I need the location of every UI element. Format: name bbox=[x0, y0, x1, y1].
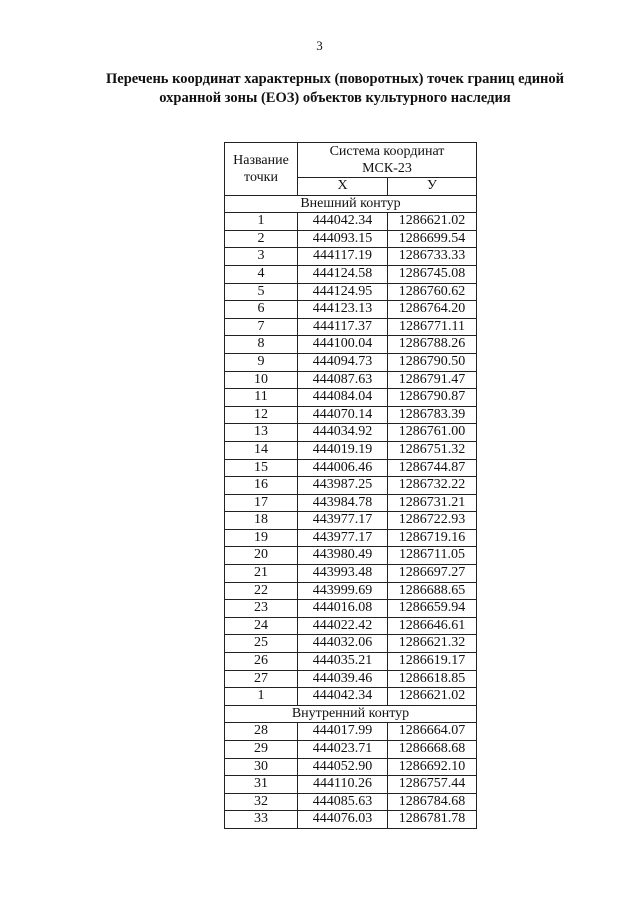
x-coordinate-cell: 444124.58 bbox=[298, 265, 388, 283]
x-coordinate-cell: 443987.25 bbox=[298, 477, 388, 495]
y-coordinate-cell: 1286688.65 bbox=[388, 582, 477, 600]
y-coordinate-cell: 1286619.17 bbox=[388, 653, 477, 671]
table-row bbox=[225, 565, 477, 583]
page-number: 3 bbox=[316, 38, 323, 53]
y-coordinate-cell: 1286783.39 bbox=[388, 406, 477, 424]
point-number-cell: 2 bbox=[225, 230, 298, 248]
header-system-line-1: Система координат bbox=[329, 144, 445, 159]
table-row bbox=[225, 688, 477, 706]
point-number-cell: 1 bbox=[225, 688, 298, 706]
y-coordinate-cell: 1286621.32 bbox=[388, 635, 477, 653]
x-coordinate-cell: 444100.04 bbox=[298, 336, 388, 354]
section-row bbox=[225, 195, 477, 213]
y-coordinate-cell: 1286761.00 bbox=[388, 424, 477, 442]
table-row bbox=[225, 582, 477, 600]
table-row bbox=[225, 389, 477, 407]
point-number-cell: 15 bbox=[225, 459, 298, 477]
x-coordinate-cell: 444093.15 bbox=[298, 230, 388, 248]
x-coordinate-cell: 444052.90 bbox=[298, 758, 388, 776]
header-name-line-2: точки bbox=[244, 169, 278, 185]
table-row bbox=[225, 283, 477, 301]
point-number-cell: 9 bbox=[225, 353, 298, 371]
point-number-cell: 28 bbox=[225, 723, 298, 741]
y-coordinate-cell: 1286722.93 bbox=[388, 512, 477, 530]
y-coordinate-cell: 1286745.08 bbox=[388, 265, 477, 283]
y-coordinate-cell: 1286790.50 bbox=[388, 353, 477, 371]
x-coordinate-cell: 444042.34 bbox=[298, 213, 388, 231]
table-row bbox=[225, 230, 477, 248]
point-number-cell: 4 bbox=[225, 265, 298, 283]
point-number-cell: 10 bbox=[225, 371, 298, 389]
point-number-cell: 1 bbox=[225, 213, 298, 231]
y-coordinate-cell: 1286784.68 bbox=[388, 793, 477, 811]
y-coordinate-cell: 1286788.26 bbox=[388, 336, 477, 354]
x-coordinate-cell: 444070.14 bbox=[298, 406, 388, 424]
y-coordinate-cell: 1286731.21 bbox=[388, 494, 477, 512]
point-number-cell: 25 bbox=[225, 635, 298, 653]
x-coordinate-cell: 444087.63 bbox=[298, 371, 388, 389]
y-coordinate-cell: 1286757.44 bbox=[388, 776, 477, 794]
point-number-cell: 6 bbox=[225, 301, 298, 319]
point-number-cell: 19 bbox=[225, 529, 298, 547]
x-coordinate-cell: 444032.06 bbox=[298, 635, 388, 653]
y-coordinate-cell: 1286697.27 bbox=[388, 565, 477, 583]
x-coordinate-cell: 443984.78 bbox=[298, 494, 388, 512]
x-coordinate-cell: 444084.04 bbox=[298, 389, 388, 407]
point-number-cell: 11 bbox=[225, 389, 298, 407]
table-row bbox=[225, 213, 477, 231]
column-header-y: У bbox=[388, 178, 477, 196]
table-row bbox=[225, 793, 477, 811]
table-row bbox=[225, 424, 477, 442]
y-coordinate-cell: 1286732.22 bbox=[388, 477, 477, 495]
x-coordinate-cell: 444006.46 bbox=[298, 459, 388, 477]
table-row bbox=[225, 547, 477, 565]
y-coordinate-cell: 1286692.10 bbox=[388, 758, 477, 776]
title-line-2: охранной зоны (ЕОЗ) объектов культурного наследия bbox=[159, 90, 511, 106]
x-coordinate-cell: 444017.99 bbox=[298, 723, 388, 741]
x-coordinate-cell: 443999.69 bbox=[298, 582, 388, 600]
point-number-cell: 33 bbox=[225, 811, 298, 829]
point-number-cell: 3 bbox=[225, 248, 298, 266]
table-row bbox=[225, 494, 477, 512]
table-row bbox=[225, 371, 477, 389]
table-row bbox=[225, 353, 477, 371]
x-coordinate-cell: 444094.73 bbox=[298, 353, 388, 371]
point-number-cell: 23 bbox=[225, 600, 298, 618]
point-number-cell: 12 bbox=[225, 406, 298, 424]
x-coordinate-cell: 443977.17 bbox=[298, 529, 388, 547]
title-line-1: Перечень координат характерных (поворотных) точек границ единой bbox=[105, 71, 565, 87]
table-row bbox=[225, 265, 477, 283]
table-row bbox=[225, 776, 477, 794]
header-name-line-1: Название bbox=[233, 152, 289, 168]
y-coordinate-cell: 1286744.87 bbox=[388, 459, 477, 477]
section-title: Внутренний контур bbox=[225, 705, 477, 723]
column-header-x: X bbox=[298, 178, 388, 196]
x-coordinate-cell: 444117.37 bbox=[298, 318, 388, 336]
table-row bbox=[225, 248, 477, 266]
y-coordinate-cell: 1286699.54 bbox=[388, 230, 477, 248]
point-number-cell: 20 bbox=[225, 547, 298, 565]
x-coordinate-cell: 444124.95 bbox=[298, 283, 388, 301]
y-coordinate-cell: 1286781.78 bbox=[388, 811, 477, 829]
table-row bbox=[225, 529, 477, 547]
y-coordinate-cell: 1286621.02 bbox=[388, 213, 477, 231]
table-row bbox=[225, 600, 477, 618]
x-coordinate-cell: 443993.48 bbox=[298, 565, 388, 583]
table-row bbox=[225, 811, 477, 829]
y-coordinate-cell: 1286618.85 bbox=[388, 670, 477, 688]
document-title bbox=[85, 70, 585, 108]
y-coordinate-cell: 1286659.94 bbox=[388, 600, 477, 618]
section-row bbox=[225, 705, 477, 723]
point-number-cell: 24 bbox=[225, 617, 298, 635]
y-coordinate-cell: 1286719.16 bbox=[388, 529, 477, 547]
point-number-cell: 26 bbox=[225, 653, 298, 671]
point-number-cell: 18 bbox=[225, 512, 298, 530]
point-number-cell: 16 bbox=[225, 477, 298, 495]
table-row bbox=[225, 670, 477, 688]
table-row bbox=[225, 653, 477, 671]
point-number-cell: 32 bbox=[225, 793, 298, 811]
table-row bbox=[225, 758, 477, 776]
section-title: Внешний контур bbox=[225, 195, 477, 213]
table-row bbox=[225, 512, 477, 530]
table-row bbox=[225, 441, 477, 459]
table-row bbox=[225, 459, 477, 477]
x-coordinate-cell: 443977.17 bbox=[298, 512, 388, 530]
x-coordinate-cell: 444123.13 bbox=[298, 301, 388, 319]
table-row bbox=[225, 635, 477, 653]
point-number-cell: 29 bbox=[225, 741, 298, 759]
table-row bbox=[225, 301, 477, 319]
y-coordinate-cell: 1286621.02 bbox=[388, 688, 477, 706]
point-number-cell: 31 bbox=[225, 776, 298, 794]
table-row bbox=[225, 741, 477, 759]
table-body bbox=[225, 195, 477, 828]
y-coordinate-cell: 1286790.87 bbox=[388, 389, 477, 407]
y-coordinate-cell: 1286760.62 bbox=[388, 283, 477, 301]
table-row bbox=[225, 723, 477, 741]
point-number-cell: 13 bbox=[225, 424, 298, 442]
y-coordinate-cell: 1286711.05 bbox=[388, 547, 477, 565]
point-number-cell: 27 bbox=[225, 670, 298, 688]
y-coordinate-cell: 1286791.47 bbox=[388, 371, 477, 389]
x-coordinate-cell: 444085.63 bbox=[298, 793, 388, 811]
point-number-cell: 8 bbox=[225, 336, 298, 354]
x-coordinate-cell: 444023.71 bbox=[298, 741, 388, 759]
column-header-point-name bbox=[225, 143, 298, 196]
table-row bbox=[225, 318, 477, 336]
point-number-cell: 5 bbox=[225, 283, 298, 301]
point-number-cell: 21 bbox=[225, 565, 298, 583]
x-coordinate-cell: 444042.34 bbox=[298, 688, 388, 706]
table-row bbox=[225, 477, 477, 495]
table-row bbox=[225, 406, 477, 424]
point-number-cell: 22 bbox=[225, 582, 298, 600]
table-row bbox=[225, 336, 477, 354]
y-coordinate-cell: 1286668.68 bbox=[388, 741, 477, 759]
y-coordinate-cell: 1286764.20 bbox=[388, 301, 477, 319]
x-coordinate-cell: 444117.19 bbox=[298, 248, 388, 266]
x-coordinate-cell: 444022.42 bbox=[298, 617, 388, 635]
x-coordinate-cell: 444035.21 bbox=[298, 653, 388, 671]
table-header bbox=[225, 143, 477, 196]
header-row bbox=[225, 143, 477, 178]
coordinates-table bbox=[224, 142, 477, 829]
y-coordinate-cell: 1286664.07 bbox=[388, 723, 477, 741]
x-coordinate-cell: 444016.08 bbox=[298, 600, 388, 618]
point-number-cell: 17 bbox=[225, 494, 298, 512]
x-coordinate-cell: 444110.26 bbox=[298, 776, 388, 794]
header-system-line-2: МСК-23 bbox=[362, 161, 412, 176]
x-coordinate-cell: 444076.03 bbox=[298, 811, 388, 829]
table-row bbox=[225, 617, 477, 635]
x-coordinate-cell: 444034.92 bbox=[298, 424, 388, 442]
x-coordinate-cell: 444039.46 bbox=[298, 670, 388, 688]
y-coordinate-cell: 1286646.61 bbox=[388, 617, 477, 635]
point-number-cell: 30 bbox=[225, 758, 298, 776]
point-number-cell: 7 bbox=[225, 318, 298, 336]
column-header-coordinate-system bbox=[298, 143, 477, 178]
x-coordinate-cell: 444019.19 bbox=[298, 441, 388, 459]
y-coordinate-cell: 1286733.33 bbox=[388, 248, 477, 266]
x-coordinate-cell: 443980.49 bbox=[298, 547, 388, 565]
y-coordinate-cell: 1286751.32 bbox=[388, 441, 477, 459]
point-number-cell: 14 bbox=[225, 441, 298, 459]
y-coordinate-cell: 1286771.11 bbox=[388, 318, 477, 336]
